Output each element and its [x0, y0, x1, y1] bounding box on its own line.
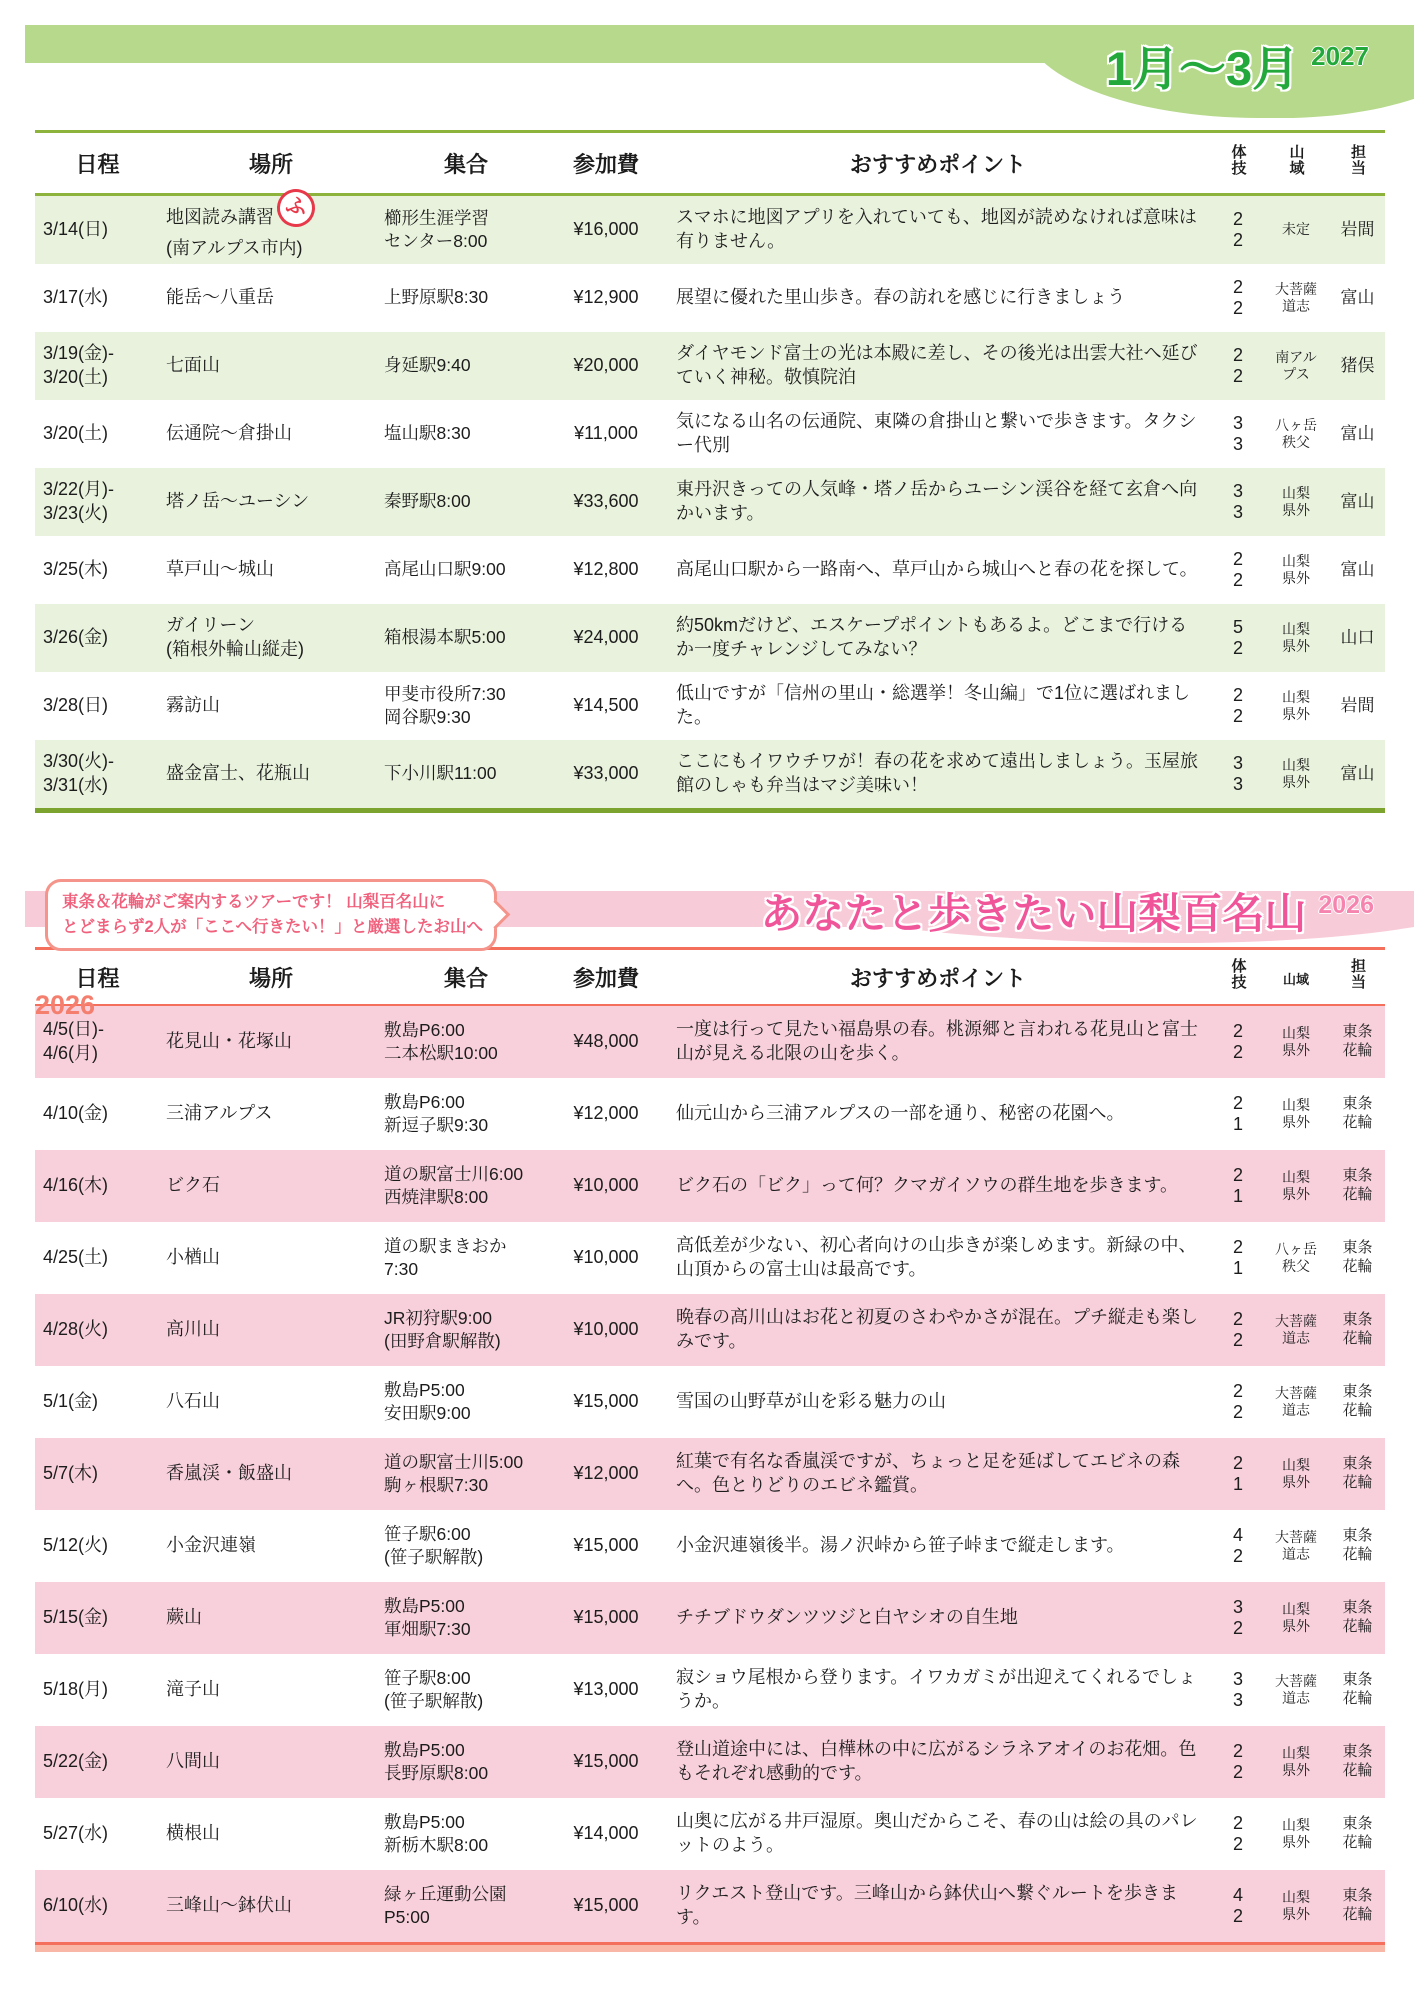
participation-fee: ¥10,000 — [573, 1319, 639, 1340]
mountain-area: 山梨 県外 — [1282, 756, 1310, 790]
recommend-points: 小金沢連嶺後半。湯ノ沢峠から笹子峠まで縦走します。 — [676, 1535, 1125, 1556]
yamanashi-title — [760, 890, 1374, 937]
mountain-area: 大菩薩 道志 — [1275, 280, 1317, 314]
tour-date: 3/19(金)- 3/20(土) — [43, 343, 115, 387]
mountain-area: 山梨 県外 — [1282, 1816, 1310, 1850]
q1-banner — [0, 25, 1414, 118]
tour-place: 蕨山 — [166, 1607, 202, 1628]
meeting-point: 箱根湯本駅5:00 — [384, 627, 506, 648]
participation-fee: ¥10,000 — [573, 1175, 639, 1196]
fitness-tech-grade: 4 2 — [1232, 1885, 1243, 1926]
participation-fee: ¥13,000 — [573, 1679, 639, 1700]
mountain-area: 山梨 県外 — [1282, 1024, 1310, 1058]
tour-place: ガイリーン (箱根外輪山縦走) — [166, 615, 304, 659]
staff-name: 東条 花輪 — [1342, 1095, 1373, 1131]
mountain-area: 山梨 県外 — [1282, 1168, 1310, 1202]
meeting-point: 笹子駅8:00 (笹子駅解散) — [384, 1667, 484, 1711]
mountain-area: 南アル プス — [1275, 348, 1317, 382]
meeting-point: 甲斐市役所7:30 岡谷駅9:30 — [384, 683, 506, 727]
header-meet: 集合 — [443, 965, 488, 991]
tour-date: 5/18(月) — [43, 1679, 109, 1700]
staff-name: 富山 — [1340, 764, 1375, 784]
mountain-area: 山梨 県外 — [1282, 620, 1310, 654]
header-area — [1262, 964, 1330, 990]
header-grade-label: 体技 — [1229, 144, 1247, 176]
staff-name: 東条 花輪 — [1342, 1239, 1373, 1275]
meeting-point: 敷島P5:00 軍畑駅7:30 — [384, 1595, 471, 1639]
tour-place: 八石山 — [166, 1391, 220, 1412]
recommend-points: 雪国の山野草が山を彩る魅力の山 — [676, 1391, 946, 1412]
staff-name: 東条 花輪 — [1342, 1167, 1373, 1203]
tour-place: 八間山 — [166, 1751, 220, 1772]
recommend-points: ビク石の「ビク」って何？クマガイソウの群生地を歩きます。 — [676, 1175, 1179, 1196]
participation-fee: ¥15,000 — [573, 1391, 639, 1412]
meeting-point: 敷島P5:00 新栃木駅8:00 — [384, 1811, 489, 1855]
fitness-tech-grade: 2 2 — [1232, 345, 1243, 386]
mountain-area: 山梨 県外 — [1282, 1096, 1310, 1130]
participation-fee: ¥16,000 — [573, 219, 639, 240]
schedule-row — [35, 604, 1385, 672]
tour-date: 5/27(水) — [43, 1823, 109, 1844]
participation-fee: ¥14,500 — [573, 695, 639, 716]
staff-name: 東条 花輪 — [1342, 1455, 1373, 1491]
staff-name: 東条 花輪 — [1342, 1527, 1373, 1563]
header-grade — [1214, 958, 1262, 996]
header-staff — [1330, 958, 1385, 996]
header-area — [1262, 144, 1330, 182]
participation-fee: ¥33,600 — [573, 491, 639, 512]
tour-place: 霧訪山 — [166, 695, 220, 716]
schedule-row — [35, 1078, 1385, 1150]
meeting-point: JR初狩駅9:00 (田野倉駅解散) — [384, 1307, 501, 1351]
tour-date: 3/20(土) — [43, 423, 109, 444]
schedule-row — [35, 264, 1385, 332]
schedule-row — [35, 468, 1385, 536]
schedule-row — [35, 1438, 1385, 1510]
fitness-tech-grade: 2 2 — [1232, 549, 1243, 590]
tour-place: 香嵐渓・飯盛山 — [166, 1463, 292, 1484]
recommend-points: 東丹沢きっての人気峰・塔ノ岳からユーシン渓谷を経て玄倉へ向かいます。 — [676, 479, 1198, 523]
yamanashi-schedule-table — [35, 947, 1385, 1945]
tour-date: 6/10(水) — [43, 1895, 109, 1916]
recommend-points: ダイヤモンド富士の光は本殿に差し、その後光は出雲大社へ延びていく神秘。敬慎院泊 — [676, 343, 1198, 387]
tour-place: 能岳〜八重岳 — [166, 287, 274, 308]
q1-season-label: 1月〜3月 — [1105, 42, 1300, 95]
fitness-tech-grade: 5 2 — [1232, 617, 1243, 658]
staff-name: 富山 — [1340, 288, 1375, 308]
header-place: 場所 — [248, 965, 293, 991]
mountain-area: 山梨 県外 — [1282, 484, 1310, 518]
participation-fee: ¥24,000 — [573, 627, 639, 648]
meeting-point: 櫛形生涯学習 センター8:00 — [384, 207, 489, 251]
tour-place: ビク石 — [166, 1175, 220, 1196]
schedule-row — [35, 1006, 1385, 1078]
tour-date: 4/10(金) — [43, 1103, 109, 1124]
schedule-row — [35, 1510, 1385, 1582]
meeting-point: 高尾山口駅9:00 — [384, 559, 506, 580]
mountain-area: 八ヶ岳 秩父 — [1275, 416, 1317, 450]
tour-place: 小楢山 — [166, 1247, 220, 1268]
staff-name: 東条 花輪 — [1342, 1887, 1373, 1923]
staff-name: 東条 花輪 — [1342, 1023, 1373, 1059]
meeting-point: 道の駅富士川6:00 西焼津駅8:00 — [384, 1163, 524, 1207]
tour-date: 5/22(金) — [43, 1751, 109, 1772]
yamanashi-table-body — [35, 1006, 1385, 1942]
meeting-point: 塩山駅8:30 — [384, 423, 471, 444]
mountain-area: 八ヶ岳 秩父 — [1275, 1240, 1317, 1274]
schedule-row — [35, 536, 1385, 604]
staff-name: 富山 — [1340, 560, 1375, 580]
tour-date: 3/22(月)- 3/23(火) — [43, 479, 115, 523]
tour-date: 5/7(木) — [43, 1463, 99, 1484]
meeting-point: 敷島P5:00 安田駅9:00 — [384, 1379, 471, 1423]
header-meet: 集合 — [443, 151, 488, 177]
tour-place: 塔ノ岳〜ユーシン — [166, 491, 310, 512]
participation-fee: ¥15,000 — [573, 1535, 639, 1556]
fitness-tech-grade: 2 2 — [1232, 1741, 1243, 1782]
recommend-points: 展望に優れた里山歩き。春の訪れを感じに行きましょう — [676, 287, 1126, 308]
mountain-area: 山梨 県外 — [1282, 1600, 1310, 1634]
staff-name: 東条 花輪 — [1342, 1383, 1373, 1419]
meeting-point: 敷島P6:00 新逗子駅9:30 — [384, 1091, 489, 1135]
tour-date: 3/17(水) — [43, 287, 109, 308]
tour-place: 盛金富士、花瓶山 — [166, 763, 310, 784]
schedule-row — [35, 332, 1385, 400]
fitness-tech-grade: 2 2 — [1232, 685, 1243, 726]
meeting-point: 敷島P6:00 二本松駅10:00 — [384, 1019, 498, 1063]
header-points: おすすめポイント — [849, 151, 1027, 177]
q1-season-title — [1105, 41, 1369, 95]
schedule-row — [35, 400, 1385, 468]
tour-date: 3/26(金) — [43, 627, 109, 648]
tour-place: 七面山 — [166, 355, 220, 376]
recommend-points: 寂ショウ尾根から登ります。イワカガミが出迎えてくれるでしょうか。 — [676, 1667, 1197, 1711]
yamanashi-title-label: あなたと歩きたい山梨百名山 — [760, 890, 1307, 937]
recommend-points: 仙元山から三浦アルプスの一部を通り、秘密の花園へ。 — [676, 1103, 1125, 1124]
mountain-area: 山梨 県外 — [1282, 1888, 1310, 1922]
recommend-points: 約50kmだけど、エスケープポイントもあるよ。どこまで行けるか一度チャレンジしてみない？ — [676, 615, 1188, 659]
meeting-point: 道の駅富士川5:00 駒ヶ根駅7:30 — [384, 1451, 524, 1495]
tour-place: 小金沢連嶺 — [166, 1535, 256, 1556]
speech-line-1: 東条＆花輪がご案内するツアーです！ 山梨百名山に — [62, 893, 446, 911]
fitness-tech-grade: 2 2 — [1232, 1813, 1243, 1854]
fitness-tech-grade: 3 3 — [1232, 1669, 1243, 1710]
participation-fee: ¥12,900 — [573, 287, 639, 308]
speech-line-2: とどまらず2人が「ここへ行きたい！」と厳選したお山へ — [62, 917, 484, 936]
staff-name: 富山 — [1340, 492, 1375, 512]
header-date: 日程 — [75, 151, 120, 177]
q1-table-body — [35, 192, 1385, 808]
staff-name: 岩間 — [1340, 696, 1375, 716]
participation-fee: ¥10,000 — [573, 1247, 639, 1268]
header-staff-label: 担当 — [1349, 144, 1366, 176]
tour-date: 3/28(日) — [43, 695, 109, 716]
header-staff-label: 担当 — [1349, 958, 1366, 990]
tour-place: 伝通院〜倉掛山 — [166, 423, 292, 444]
schedule-row — [35, 1798, 1385, 1870]
recommend-points: 登山道途中には、白樺林の中に広がるシラネアオイのお花畑。色もそれぞれ感動的です。 — [676, 1739, 1197, 1783]
fitness-tech-grade: 4 2 — [1232, 1525, 1243, 1566]
schedule-row — [35, 1294, 1385, 1366]
schedule-row — [35, 1654, 1385, 1726]
mountain-area: 未定 — [1282, 221, 1310, 238]
schedule-row — [35, 192, 1385, 264]
participation-fee: ¥15,000 — [573, 1751, 639, 1772]
mountain-area: 大菩薩 道志 — [1275, 1384, 1317, 1418]
q1-year-label: 2027 — [1311, 41, 1369, 71]
schedule-row — [35, 1870, 1385, 1942]
tour-place: 草戸山〜城山 — [166, 559, 274, 580]
tour-date: 4/16(木) — [43, 1175, 109, 1196]
schedule-row — [35, 1150, 1385, 1222]
schedule-row — [35, 672, 1385, 740]
tour-place: 滝子山 — [166, 1679, 220, 1700]
guide-speech-bubble — [45, 879, 497, 951]
recommend-points: ここにもイワウチワが！春の花を求めて遠出しましょう。玉屋旅館のしゃも弁当はマジ美味い！ — [676, 751, 1198, 795]
meeting-point: 道の駅まきおか 7:30 — [384, 1235, 507, 1279]
fitness-tech-grade: 3 3 — [1232, 481, 1243, 522]
staff-name: 東条 花輪 — [1342, 1743, 1373, 1779]
header-area-label: 山域 — [1287, 144, 1305, 176]
fitness-tech-grade: 2 1 — [1232, 1237, 1243, 1278]
participation-fee: ¥20,000 — [573, 355, 639, 376]
recommend-points: 山奥に広がる井戸湿原。奥山だからこそ、春の山は絵の具のパレットのよう。 — [676, 1811, 1198, 1855]
tour-place: 横根山 — [166, 1823, 220, 1844]
schedule-row — [35, 740, 1385, 808]
fitness-tech-grade: 2 2 — [1232, 209, 1243, 250]
schedule-row — [35, 1366, 1385, 1438]
tour-date: 5/15(金) — [43, 1607, 109, 1628]
recommend-points: 気になる山名の伝通院、東隣の倉掛山と繋いで歩きます。タクシー代別 — [676, 411, 1197, 455]
tour-place: 地図読み講習 ふ (南アルプス市内) — [160, 199, 382, 261]
staff-name: 東条 花輪 — [1342, 1311, 1373, 1347]
tour-place: 花見山・花塚山 — [166, 1031, 292, 1052]
fitness-tech-grade: 2 1 — [1232, 1165, 1243, 1206]
participation-fee: ¥12,000 — [573, 1103, 639, 1124]
tour-place: 三峰山〜鉢伏山 — [166, 1895, 292, 1916]
participation-fee: ¥11,000 — [574, 423, 638, 444]
mountain-area: 山梨 県外 — [1282, 1744, 1310, 1778]
schedule-row — [35, 1726, 1385, 1798]
recommend-points: 低山ですが「信州の里山・総選挙！冬山編」で1位に選ばれました。 — [676, 683, 1191, 727]
recommend-points: スマホに地図アプリを入れていても、地図が読めなければ意味は有りません。 — [676, 207, 1197, 251]
fitness-tech-grade: 2 1 — [1232, 1093, 1243, 1134]
meeting-point: 緑ヶ丘運動公園 P5:00 — [384, 1883, 507, 1927]
header-date: 日程 — [75, 965, 120, 991]
fitness-tech-grade: 2 2 — [1232, 1021, 1243, 1062]
recommend-points: 一度は行って見たい福島県の春。桃源郷と言われる花見山と富士山が見える北限の山を歩く。 — [676, 1019, 1198, 1063]
yamanashi-year-label: 2026 — [1318, 891, 1374, 919]
fitness-tech-grade: 2 2 — [1232, 1381, 1243, 1422]
header-area-label: 山域 — [1282, 972, 1309, 987]
meeting-point: 上野原駅8:30 — [384, 287, 489, 308]
staff-name: 東条 花輪 — [1342, 1671, 1373, 1707]
participation-fee: ¥12,000 — [573, 1463, 639, 1484]
participation-fee: ¥12,800 — [573, 559, 639, 580]
mountain-area: 大菩薩 道志 — [1275, 1528, 1317, 1562]
fitness-tech-grade: 2 2 — [1232, 277, 1243, 318]
participation-fee: ¥48,000 — [573, 1031, 639, 1052]
staff-name: 山口 — [1340, 628, 1375, 648]
tour-date: 4/28(火) — [43, 1319, 109, 1340]
recommend-points: リクエスト登山です。三峰山から鉢伏山へ繋ぐルートを歩きます。 — [676, 1883, 1178, 1927]
participation-fee: ¥15,000 — [573, 1607, 639, 1628]
meeting-point: 秦野駅8:00 — [384, 491, 471, 512]
recommend-points: 高尾山口駅から一路南へ、草戸山から城山へと春の花を探して。 — [676, 559, 1198, 580]
participation-fee: ¥14,000 — [573, 1823, 639, 1844]
fitness-tech-grade: 3 3 — [1232, 753, 1243, 794]
recommend-points: 紅葉で有名な香嵐渓ですが、ちょっと足を延ばしてエビネの森へ。色とりどりのエビネ鑑賞。 — [676, 1451, 1180, 1495]
tour-date: 5/12(火) — [43, 1535, 109, 1556]
tour-date: 4/25(土) — [43, 1247, 109, 1268]
tour-date: 3/30(火)- 3/31(水) — [43, 751, 115, 795]
staff-name: 東条 花輪 — [1342, 1599, 1373, 1635]
staff-name: 猪俣 — [1340, 356, 1375, 376]
participation-fee: ¥15,000 — [573, 1895, 639, 1916]
recommend-points: チチブドウダンツツジと白ヤシオの自生地 — [676, 1607, 1018, 1628]
recommend-points: 高低差が少ない、初心者向けの山歩きが楽しめます。新緑の中、山頂からの富士山は最高です。 — [676, 1235, 1197, 1279]
meeting-point: 敷島P5:00 長野原駅8:00 — [384, 1739, 489, 1783]
schedule-row — [35, 1582, 1385, 1654]
tour-date: 4/5(日)- 4/6(月) — [43, 1019, 105, 1063]
header-grade-label: 体技 — [1229, 958, 1247, 990]
fitness-tech-grade: 2 1 — [1232, 1453, 1243, 1494]
schedule-row — [35, 1222, 1385, 1294]
staff-name: 東条 花輪 — [1342, 1815, 1373, 1851]
fitness-tech-grade: 3 2 — [1232, 1597, 1243, 1638]
participation-fee: ¥33,000 — [573, 763, 639, 784]
fitness-tech-grade: 3 3 — [1232, 413, 1243, 454]
mountain-area: 大菩薩 道志 — [1275, 1312, 1317, 1346]
mountain-area: 山梨 県外 — [1282, 688, 1310, 722]
recommend-points: 晩春の高川山はお花と初夏のさわやかさが混在。プチ縦走も楽しみです。 — [676, 1307, 1198, 1351]
year-note: 2026 — [35, 990, 96, 1020]
tour-place: 高川山 — [166, 1319, 220, 1340]
tour-date: 3/14(日) — [43, 219, 109, 240]
staff-name: 岩間 — [1340, 220, 1375, 240]
meeting-point: 身延駅9:40 — [384, 355, 471, 376]
header-fee: 参加費 — [572, 965, 639, 991]
header-points: おすすめポイント — [849, 965, 1027, 991]
mountain-area: 山梨 県外 — [1282, 552, 1310, 586]
yamanashi-table-header — [35, 950, 1385, 1006]
mountain-area: 山梨 県外 — [1282, 1456, 1310, 1490]
header-fee: 参加費 — [572, 151, 639, 177]
header-staff — [1330, 144, 1385, 182]
fitness-tech-grade: 2 2 — [1232, 1309, 1243, 1350]
tour-date: 3/25(木) — [43, 559, 109, 580]
mountain-area: 大菩薩 道志 — [1275, 1672, 1317, 1706]
header-grade — [1214, 144, 1262, 182]
tour-date: 5/1(金) — [43, 1391, 99, 1412]
fu-stamp-icon: ふ — [273, 185, 319, 231]
tour-place: 三浦アルプス — [166, 1103, 273, 1124]
staff-name: 富山 — [1340, 424, 1375, 444]
q1-schedule-table — [35, 130, 1385, 813]
yamanashi-banner — [0, 879, 1414, 943]
q1-table-header — [35, 133, 1385, 196]
meeting-point: 下小川駅11:00 — [384, 763, 497, 784]
meeting-point: 笹子駅6:00 (笹子駅解散) — [384, 1523, 484, 1567]
header-place: 場所 — [248, 151, 293, 177]
